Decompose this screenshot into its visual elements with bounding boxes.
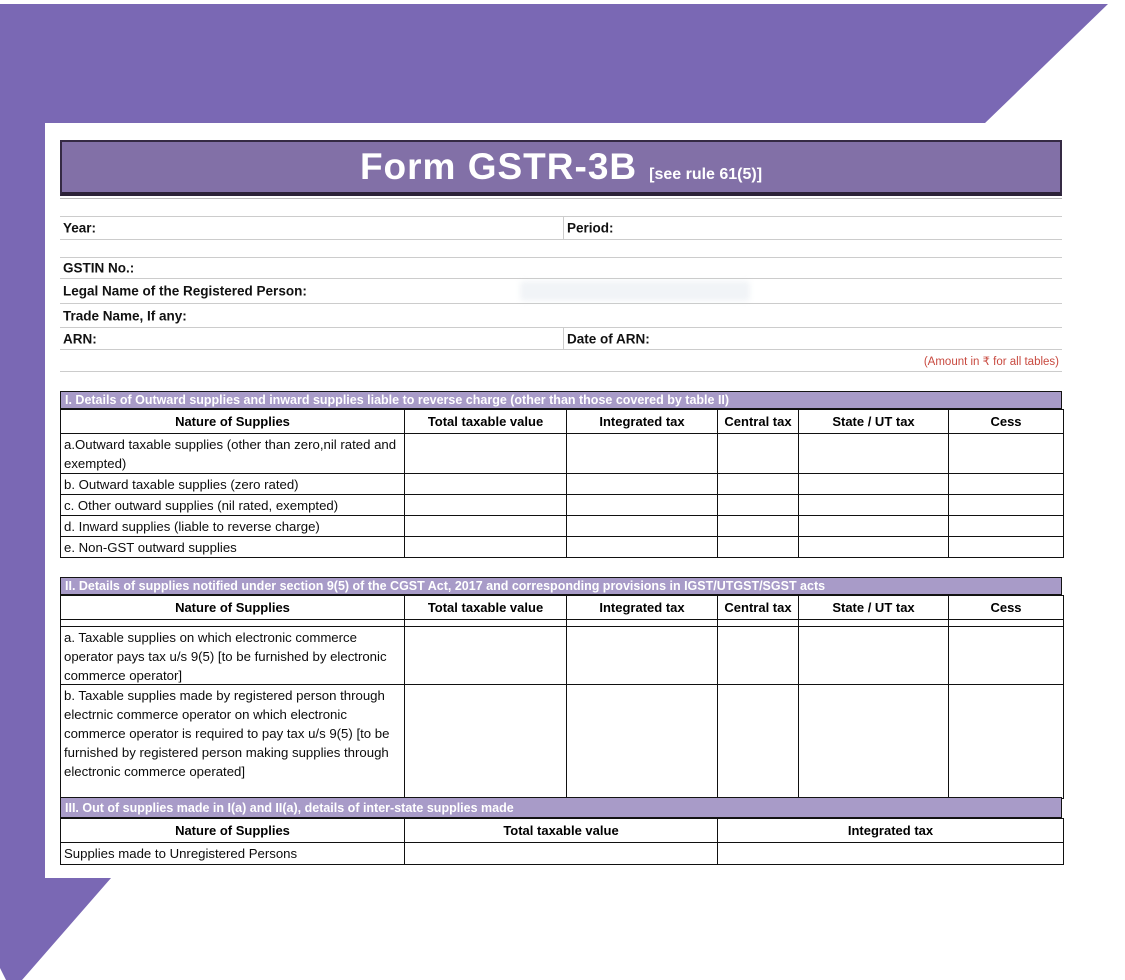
gstin-row [60,258,1062,279]
form-title-banner [60,140,1062,196]
empty-cell [717,620,798,626]
value-cell[interactable] [717,474,798,494]
column-header: Cess [948,410,1063,433]
value-cell[interactable] [717,685,798,798]
table-row [61,515,1063,536]
empty-row [60,240,1062,258]
column-header: Nature of Supplies [175,823,290,838]
arn-label: ARN: [63,331,97,346]
amount-note-row [60,350,1062,372]
row-label: b. Outward taxable supplies (zero rated) [64,477,299,492]
value-cell[interactable] [404,474,566,494]
value-cell[interactable] [948,495,1063,515]
value-cell[interactable] [566,685,717,798]
table-row [61,842,1063,864]
column-header: Integrated tax [717,819,1063,842]
value-cell[interactable] [948,685,1063,798]
form-title-rule: [see rule 61(5)] [649,166,763,183]
value-cell[interactable] [798,474,948,494]
column-header: Total taxable value [404,596,566,619]
year-label: Year: [63,220,97,236]
column-divider [563,328,564,349]
value-cell[interactable] [798,685,948,798]
empty-cell [61,620,404,626]
table-header-row [61,410,1063,433]
empty-cell [566,620,717,626]
table-row [61,626,1063,684]
legal-name-row [60,279,1062,304]
row-label: Supplies made to Unregistered Persons [64,846,298,861]
trade-name-label: Trade Name, If any: [63,308,187,323]
empty-row [60,199,1062,217]
column-header: Central tax [717,410,798,433]
section-i-header-bar: I. Details of Outward supplies and inward supplies liable to reverse charge (other than those covered by table II) [60,391,1062,409]
form-card [45,123,1078,878]
date-of-arn-label: Date of ARN: [567,331,650,346]
row-label: c. Other outward supplies (nil rated, exempted) [64,498,339,513]
value-cell[interactable] [717,495,798,515]
value-cell[interactable] [404,516,566,536]
section-i-table [60,409,1064,558]
value-cell[interactable] [566,495,717,515]
form-title: Form GSTR-3B [359,146,638,187]
section-iii-header-bar: III. Out of supplies made in I(a) and II(a), details of inter-state supplies made [60,797,1062,818]
period-label: Period: [567,220,614,236]
value-cell[interactable] [798,434,948,473]
trade-name-row [60,304,1062,328]
value-cell[interactable] [404,685,566,798]
value-cell[interactable] [404,843,717,864]
trade-name-field[interactable] [60,304,1062,327]
value-cell[interactable] [566,516,717,536]
column-header: State / UT tax [798,596,948,619]
value-cell[interactable] [948,537,1063,557]
value-cell[interactable] [717,434,798,473]
value-cell[interactable] [717,516,798,536]
value-cell[interactable] [404,495,566,515]
value-cell[interactable] [948,516,1063,536]
row-label: b. Taxable supplies made by registered person through electrnic commerce operator on which electronic commerce operator is required to pay tax u/s 9(5) [to be furnished by registered person making supplies through electronic commerce operated] [64,688,390,779]
arn-field[interactable] [60,328,1062,349]
table-row [61,473,1063,494]
table-row [61,494,1063,515]
gstin-label: GSTIN No.: [63,260,135,276]
value-cell[interactable] [566,537,717,557]
value-cell[interactable] [717,627,798,684]
section-ii-table [60,595,1064,799]
legal-name-label: Legal Name of the Registered Person: [63,283,307,299]
value-cell[interactable] [948,434,1063,473]
column-header: Integrated tax [566,410,717,433]
column-header: Total taxable value [404,819,717,842]
form-header-fields [60,198,1062,368]
table-row [61,433,1063,473]
value-cell[interactable] [404,434,566,473]
value-cell[interactable] [798,516,948,536]
value-cell[interactable] [566,627,717,684]
column-header: State / UT tax [798,410,948,433]
empty-cell [948,620,1063,626]
value-cell[interactable] [948,474,1063,494]
value-cell[interactable] [798,537,948,557]
column-header: Total taxable value [404,410,566,433]
column-header: Central tax [717,596,798,619]
empty-cell [798,620,948,626]
value-cell[interactable] [948,627,1063,684]
arn-row [60,328,1062,350]
value-cell[interactable] [566,474,717,494]
column-header: Cess [948,596,1063,619]
empty-cell [404,620,566,626]
value-cell[interactable] [566,434,717,473]
amount-note: (Amount in ₹ for all tables) [923,355,1059,368]
value-cell[interactable] [404,627,566,684]
row-label: d. Inward supplies (liable to reverse charge) [64,519,320,534]
value-cell[interactable] [404,537,566,557]
table-header-row [61,596,1063,619]
column-header: Nature of Supplies [175,414,290,429]
value-cell[interactable] [717,843,1063,864]
year-period-row [60,217,1062,240]
value-cell[interactable] [798,627,948,684]
column-header: Nature of Supplies [175,600,290,615]
table-row [61,536,1063,557]
column-header: Integrated tax [566,596,717,619]
section-ii-header-bar: II. Details of supplies notified under section 9(5) of the CGST Act, 2017 and corresponding provisions in IGST/UTGST/SGST acts [60,577,1062,595]
row-label: a.Outward taxable supplies (other than zero,nil rated and exempted) [64,437,397,471]
value-cell[interactable] [717,537,798,557]
value-cell[interactable] [798,495,948,515]
year-field[interactable] [60,217,1062,239]
gstin-field[interactable] [60,258,1062,278]
table-header-row [61,819,1063,842]
column-divider [563,217,564,239]
row-label: a. Taxable supplies on which electronic commerce operator pays tax u/s 9(5) [to be furnished by electronic commerce operator] [64,630,387,683]
spacer-row [61,619,1063,626]
table-row [61,684,1063,798]
section-iii-table [60,818,1064,865]
row-label: e. Non-GST outward supplies [64,540,237,555]
